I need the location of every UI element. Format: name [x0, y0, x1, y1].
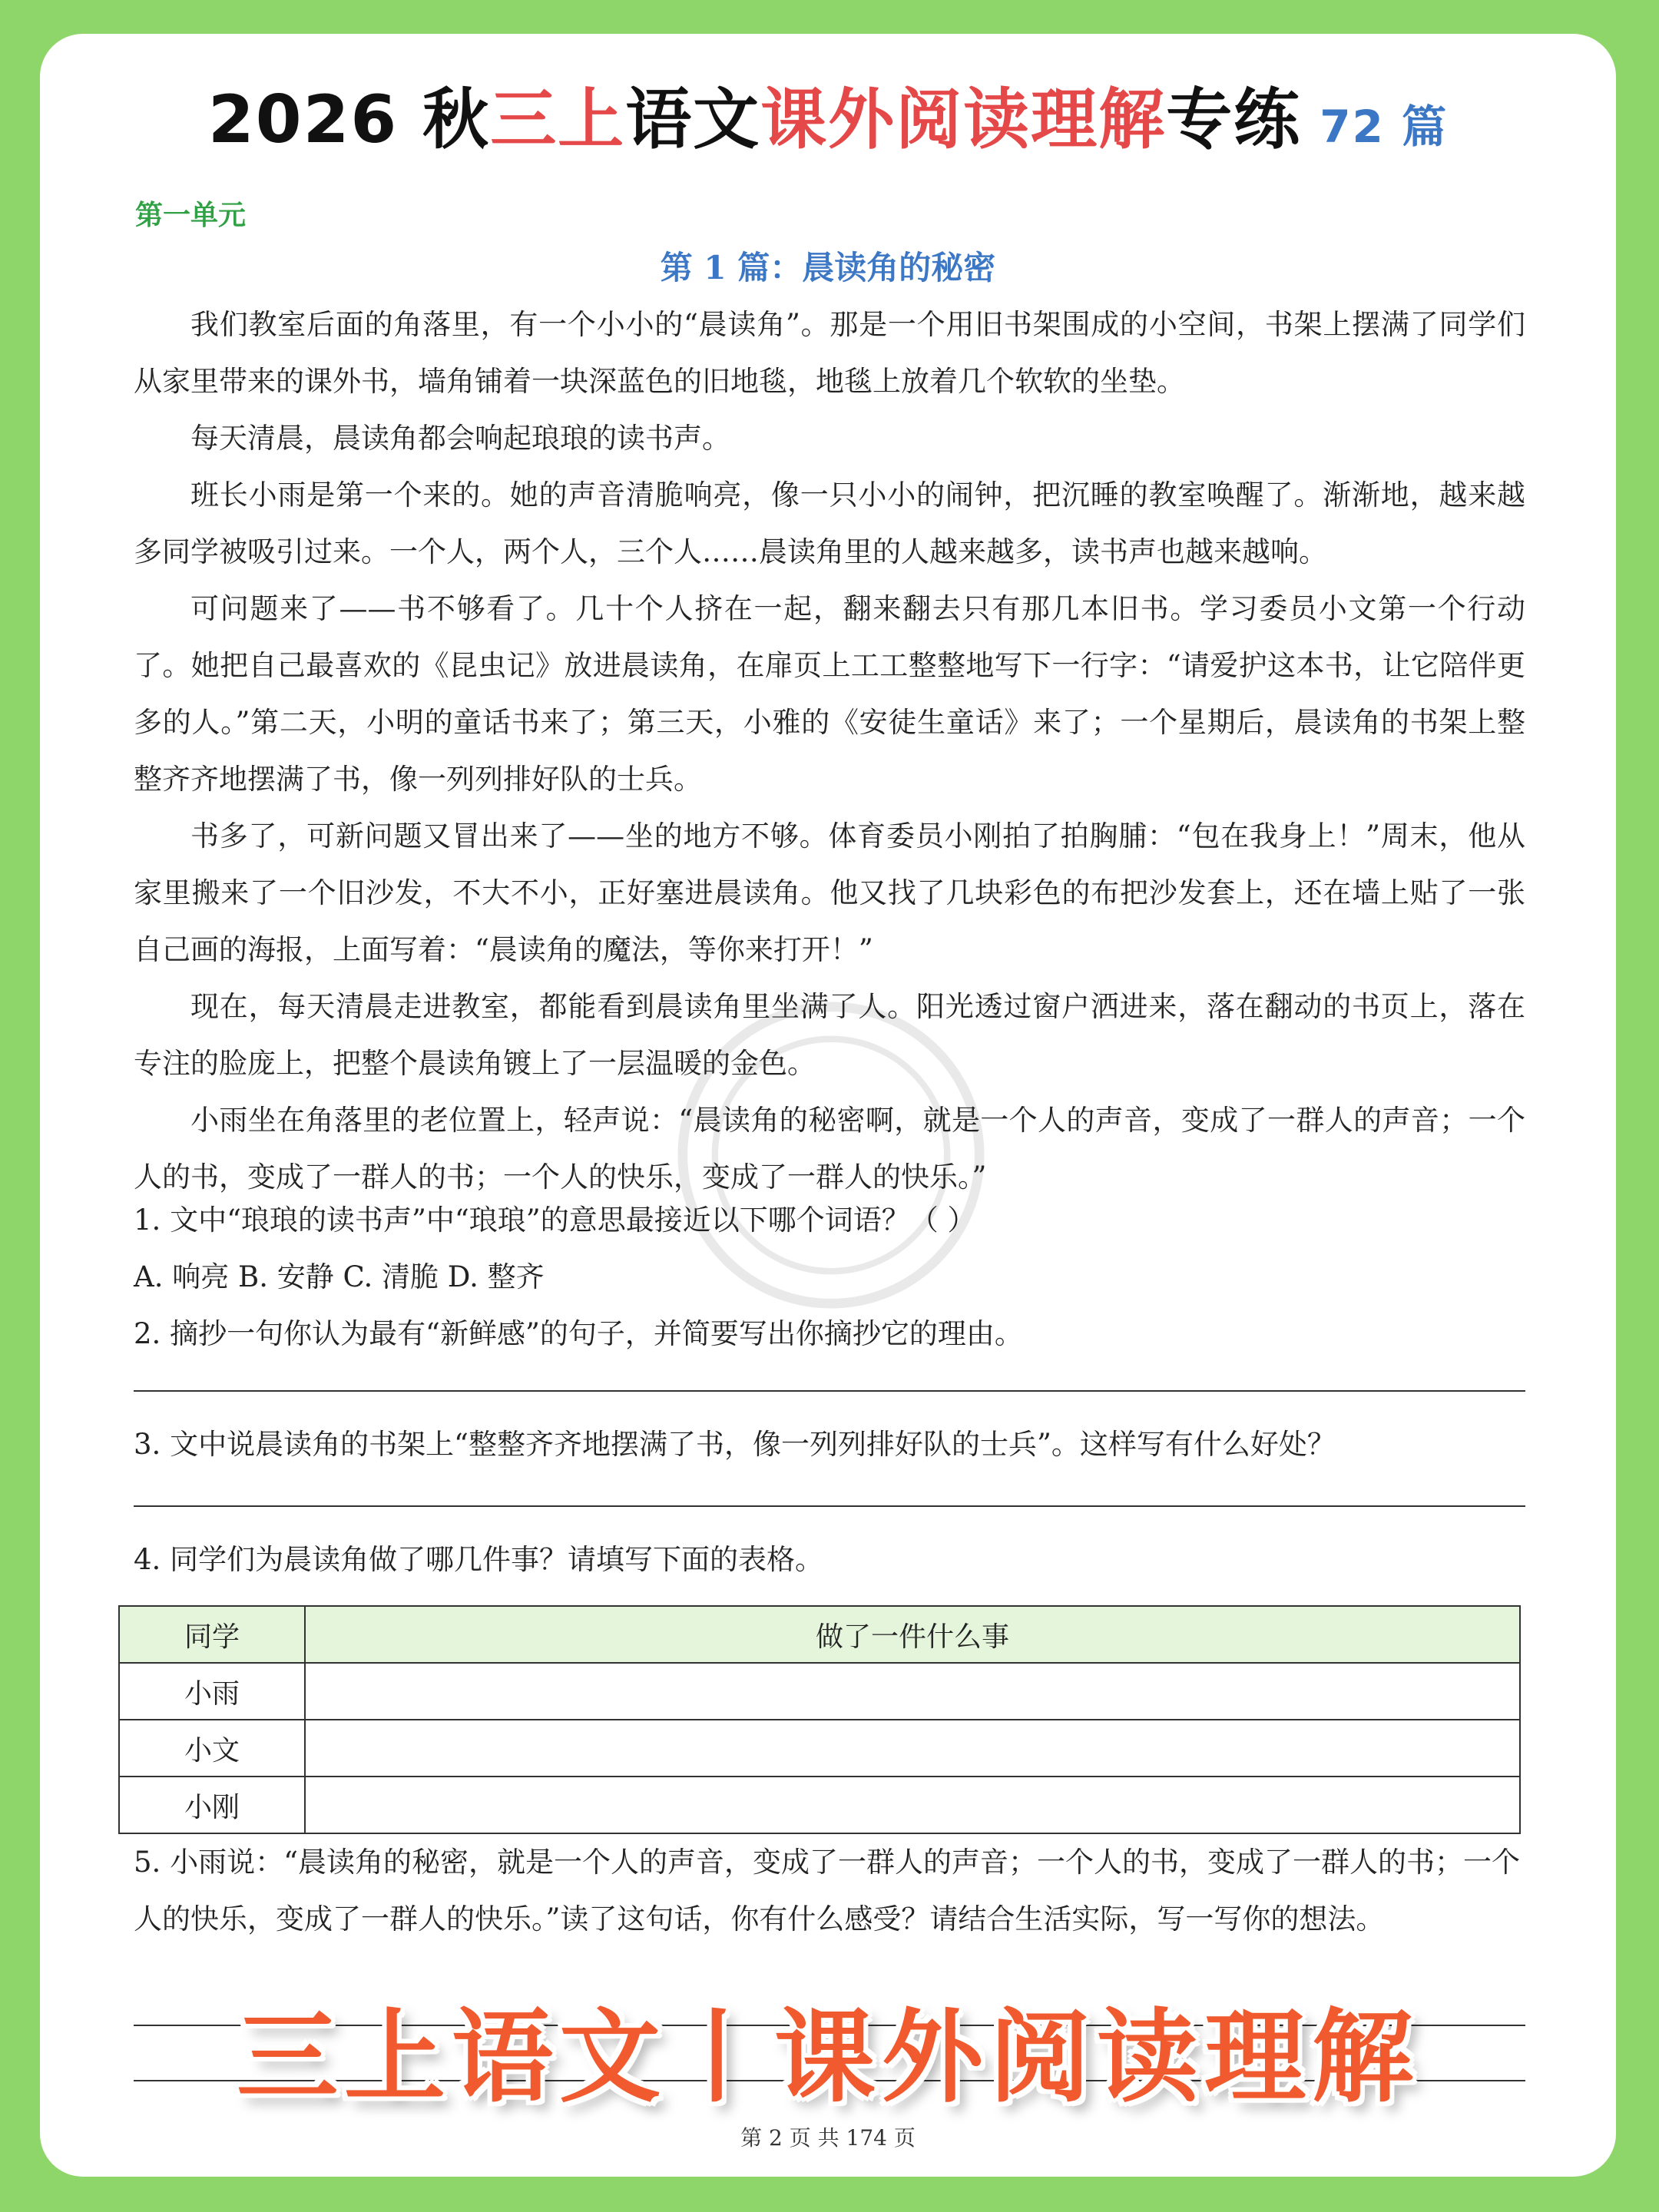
answer-cell[interactable] [305, 1663, 1520, 1720]
table-header-student: 同学 [119, 1606, 305, 1663]
question-1: 1. 文中“琅琅的读书声”中“琅琅”的意思最接近以下哪个词语？（ ） [134, 1204, 976, 1237]
paragraph: 我们教室后面的角落里，有一个小小的“晨读角”。那是一个用旧书架围成的小空间，书架上摆满了同学们从家里带来的课外书，墙角铺着一块深蓝色的旧地毯，地毯上放着几个软软的坐垫。 [134, 308, 1525, 398]
paragraph: 班长小雨是第一个来的。她的声音清脆响亮，像一只小小的闹钟，把沉睡的教室唤醒了。渐渐地，越来越多同学被吸引过来。一个人，两个人，三个人……晨读角里的人越来越多，读书声也越来越响。 [134, 478, 1525, 568]
student-name: 小刚 [119, 1777, 305, 1833]
unit-label: 第一单元 [135, 200, 247, 231]
paragraph: 书多了，可新问题又冒出来了——坐的地方不够。体育委员小刚拍了拍胸脯：“包在我身上！”周末，他从家里搬来了一个旧沙发，不大不小，正好塞进晨读角。他又找了几块彩色的布把沙发套上，还在墙上贴了一张自己画的海报，上面写着：“晨读角的魔法，等你来打开！” [134, 820, 1525, 966]
title-year: 2026 秋 [207, 81, 491, 158]
title-grade: 三上 [490, 81, 626, 158]
question-4: 4. 同学们为晨读角做了哪几件事？请填写下面的表格。 [134, 1543, 824, 1576]
table-row [119, 1720, 1520, 1777]
page-footer: 第 2 页 共 174 页 [740, 2125, 916, 2151]
promo-banner: 三上语文丨课外阅读理解 [237, 1998, 1419, 2117]
paragraph: 每天清晨，晨读角都会响起琅琅的读书声。 [190, 422, 730, 455]
answer-line[interactable] [134, 1505, 1525, 1507]
question-1-options: A. 响亮 B. 安静 C. 清脆 D. 整齐 [134, 1260, 545, 1293]
answer-cell[interactable] [305, 1777, 1520, 1833]
student-name: 小雨 [119, 1663, 305, 1720]
answer-cell[interactable] [305, 1720, 1520, 1777]
table-header-deed: 做了一件什么事 [305, 1606, 1520, 1663]
article-body [134, 296, 1525, 1206]
title-count: 72 篇 [1320, 101, 1449, 153]
student-name: 小文 [119, 1720, 305, 1777]
paragraph: 小雨坐在角落里的老位置上，轻声说：“晨读角的秘密啊，就是一个人的声音，变成了一群人的声音；一个人的书，变成了一群人的书；一个人的快乐，变成了一群人的快乐。” [134, 1104, 1525, 1194]
paragraph: 现在，每天清晨走进教室，都能看到晨读角里坐满了人。阳光透过窗户洒进来，落在翻动的书页上，落在专注的脸庞上，把整个晨读角镀上了一层温暖的金色。 [134, 990, 1525, 1080]
answer-table [118, 1605, 1521, 1834]
paragraph: 可问题来了——书不够看了。几十个人挤在一起，翻来翻去只有那几本旧书。学习委员小文第一个行动了。她把自己最喜欢的《昆虫记》放进晨读角，在扉页上工工整整地写下一行字：“请爱护这本书，让它陪伴更多的人。”第二天，小明的童话书来了；第三天，小雅的《安徒生童话》来了；一个星期后，晨读角的书架上整整齐齐地摆满了书，像一列列排好队的士兵。 [134, 592, 1525, 796]
article-title: 第 1 篇：晨读角的秘密 [660, 249, 996, 286]
title-suffix: 专练 [1166, 81, 1302, 158]
table-row [119, 1663, 1520, 1720]
question-3: 3. 文中说晨读角的书架上“整整齐齐地摆满了书，像一列列排好队的士兵”。这样写有什么好处？ [134, 1428, 1336, 1461]
title-topic: 课外阅读理解 [760, 81, 1167, 158]
worksheet-page [40, 34, 1616, 2177]
table-row [119, 1777, 1520, 1833]
page-title [40, 66, 1616, 161]
answer-line[interactable] [134, 1390, 1525, 1392]
title-subject: 语文 [625, 81, 761, 158]
question-5: 5. 小雨说：“晨读角的秘密，就是一个人的声音，变成了一群人的声音；一个人的书，变成了一群人的书；一个人的快乐，变成了一群人的快乐。”读了这句话，你有什么感受？请结合生活实际，写一写你的想法。 [134, 1846, 1520, 1936]
question-2: 2. 摘抄一句你认为最有“新鲜感”的句子，并简要写出你摘抄它的理由。 [134, 1317, 1023, 1350]
